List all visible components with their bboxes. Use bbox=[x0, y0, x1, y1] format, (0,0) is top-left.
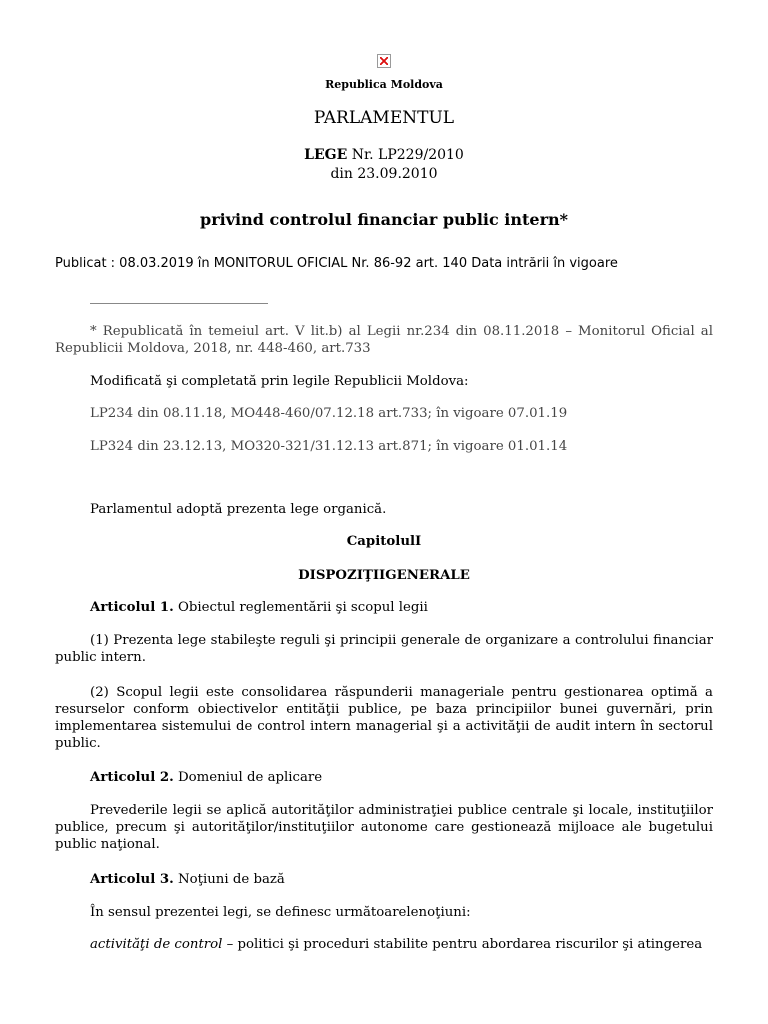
republication-footnote: * Republicată în temeiul art. V lit.b) al Legii nr.234 din 08.11.2018 – Monitorul Oficial al Republicii Moldova, 2018, nr. 448-460, art.733 bbox=[55, 324, 713, 356]
definition-term: activităţi de control bbox=[90, 937, 223, 952]
amendment-item: LP324 din 23.12.13, MO320-321/31.12.13 art.871; în vigoare 01.01.14 bbox=[90, 439, 568, 454]
law-word: LEGE bbox=[304, 147, 348, 163]
article-3-label: Articolul 3. bbox=[90, 872, 174, 887]
definition-text: – politici şi proceduri stabilite pentru abordarea riscurilor şi atingerea bbox=[222, 937, 703, 952]
country-name: Republica Moldova bbox=[325, 78, 443, 91]
article-2-label: Articolul 2. bbox=[90, 770, 174, 785]
article-1-paragraph-1: (1) Prezenta lege stabileşte reguli şi principii generale de organizare a controlului financiar public intern. bbox=[55, 633, 713, 665]
chapter-label: CapitolulI bbox=[346, 534, 422, 549]
publication-line: Publicat : 08.03.2019 în MONITORUL OFICIAL Nr. 86-92 art. 140 Data intrării în vigoare bbox=[55, 256, 618, 271]
article-1-heading bbox=[55, 599, 713, 616]
broken-image-icon bbox=[377, 54, 391, 68]
article-3-title: Noţiuni de bază bbox=[173, 872, 285, 887]
law-number-line bbox=[0, 147, 768, 163]
law-number: Nr. LP229/2010 bbox=[351, 147, 464, 163]
amendments-intro: Modificată şi completată prin legile Republicii Moldova: bbox=[90, 374, 469, 389]
law-title: privind controlul financiar public intern* bbox=[200, 210, 568, 229]
amendment-item: LP234 din 08.11.18, MO448-460/07.12.18 art.733; în vigoare 07.01.19 bbox=[90, 406, 568, 421]
adoption-statement: Parlamentul adoptă prezenta lege organică. bbox=[90, 502, 387, 517]
footnote-divider bbox=[90, 303, 268, 304]
article-2-paragraph-1: Prevederile legii se aplică autorităţilor administraţiei publice centrale şi locale, instituţiilor publice, precum şi autorităţilor/instituţiilor autonome care gestionează mijloace ale bugetului public naţional. bbox=[55, 803, 713, 852]
parliament-heading: PARLAMENTUL bbox=[313, 108, 455, 128]
chapter-title: DISPOZIŢIIGENERALE bbox=[298, 568, 470, 583]
article-1-label: Articolul 1. bbox=[90, 600, 174, 615]
article-3-intro: În sensul prezentei legi, se definesc următoarelenoţiuni: bbox=[90, 905, 471, 920]
article-3-heading bbox=[55, 871, 713, 888]
article-1-paragraph-2: (2) Scopul legii este consolidarea răspunderii manageriale pentru gestionarea optimă a resurselor conform obiectivelor entităţii publice, pe baza principiilor bunei guvernări, prin implementarea sistemului de control intern managerial şi a activităţii de audit intern în sectorul public. bbox=[55, 685, 713, 751]
article-2-heading bbox=[55, 769, 713, 786]
law-date: din 23.09.2010 bbox=[330, 166, 438, 182]
article-2-title: Domeniul de aplicare bbox=[173, 770, 323, 785]
article-1-title: Obiectul reglementării şi scopul legii bbox=[173, 600, 428, 615]
article-3-definition bbox=[55, 936, 713, 953]
